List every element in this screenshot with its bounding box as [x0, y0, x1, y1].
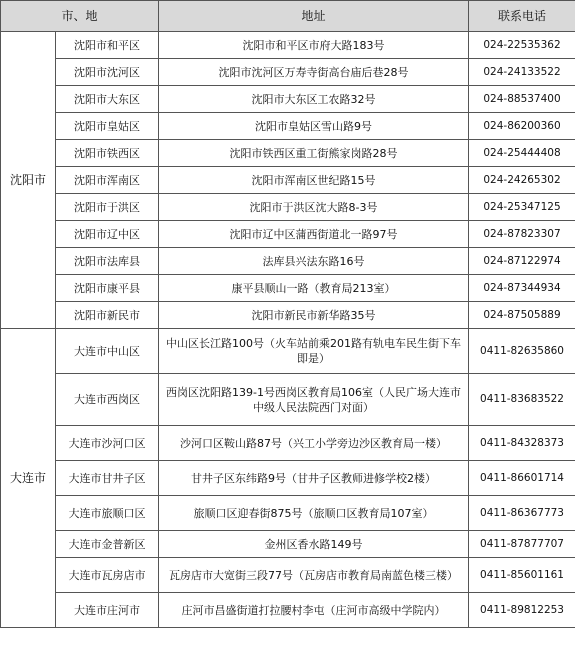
address-cell: 沈阳市和平区市府大路183号 — [159, 32, 469, 59]
table-row — [1, 140, 575, 167]
address-cell: 西岗区沈阳路139-1号西岗区教育局106室（人民广场大连市中级人民法院西门对面） — [159, 374, 469, 426]
phone-cell: 0411-86601714 — [469, 461, 575, 496]
address-cell: 甘井子区东纬路9号（甘井子区教师进修学校2楼） — [159, 461, 469, 496]
table-row — [1, 86, 575, 113]
phone-cell: 024-87505889 — [469, 302, 575, 329]
phone-cell: 0411-82635860 — [469, 329, 575, 374]
address-cell: 法库县兴法东路16号 — [159, 248, 469, 275]
header-phone: 联系电话 — [469, 1, 575, 32]
phone-cell: 024-22535362 — [469, 32, 575, 59]
table-row — [1, 461, 575, 496]
district-cell: 大连市西岗区 — [56, 374, 159, 426]
phone-cell: 0411-85601161 — [469, 558, 575, 593]
phone-cell: 024-87344934 — [469, 275, 575, 302]
district-cell: 沈阳市和平区 — [56, 32, 159, 59]
address-cell: 旅顺口区迎春街875号（旅顺口区教育局107室） — [159, 496, 469, 531]
address-cell: 康平县顺山一路（教育局213室） — [159, 275, 469, 302]
district-cell: 沈阳市沈河区 — [56, 59, 159, 86]
phone-cell: 024-87823307 — [469, 221, 575, 248]
header-row — [1, 1, 575, 32]
phone-cell: 024-24265302 — [469, 167, 575, 194]
address-cell: 瓦房店市大宽街三段77号（瓦房店市教育局南蓝色楼三楼） — [159, 558, 469, 593]
address-cell: 沈阳市新民市新华路35号 — [159, 302, 469, 329]
header-address: 地址 — [159, 1, 469, 32]
table-row — [1, 593, 575, 628]
district-cell: 沈阳市新民市 — [56, 302, 159, 329]
phone-cell: 0411-89812253 — [469, 593, 575, 628]
district-cell: 大连市沙河口区 — [56, 426, 159, 461]
district-cell: 沈阳市辽中区 — [56, 221, 159, 248]
phone-cell: 0411-84328373 — [469, 426, 575, 461]
table-row — [1, 426, 575, 461]
address-cell: 沙河口区鞍山路87号（兴工小学旁边沙区教育局一楼） — [159, 426, 469, 461]
table-row — [1, 167, 575, 194]
address-cell: 庄河市昌盛街道打拉腰村李屯（庄河市高级中学院内） — [159, 593, 469, 628]
phone-cell: 0411-87877707 — [469, 531, 575, 558]
district-cell: 大连市瓦房店市 — [56, 558, 159, 593]
table-row — [1, 221, 575, 248]
address-cell: 沈阳市浑南区世纪路15号 — [159, 167, 469, 194]
phone-cell: 024-24133522 — [469, 59, 575, 86]
phone-cell: 024-25347125 — [469, 194, 575, 221]
address-cell: 中山区长江路100号（火车站前乘201路有轨电车民生街下车即是） — [159, 329, 469, 374]
district-cell: 沈阳市康平县 — [56, 275, 159, 302]
address-cell: 金州区香水路149号 — [159, 531, 469, 558]
address-cell: 沈阳市于洪区沈大路8-3号 — [159, 194, 469, 221]
table-row — [1, 113, 575, 140]
table-row — [1, 374, 575, 426]
table-row — [1, 194, 575, 221]
address-cell: 沈阳市沈河区万寿寺街高台庙后巷28号 — [159, 59, 469, 86]
phone-cell: 0411-83683522 — [469, 374, 575, 426]
district-cell: 沈阳市于洪区 — [56, 194, 159, 221]
phone-cell: 0411-86367773 — [469, 496, 575, 531]
district-cell: 沈阳市大东区 — [56, 86, 159, 113]
district-cell: 沈阳市铁西区 — [56, 140, 159, 167]
table-row — [1, 496, 575, 531]
district-cell: 大连市庄河市 — [56, 593, 159, 628]
district-cell: 沈阳市浑南区 — [56, 167, 159, 194]
city-cell: 沈阳市 — [1, 32, 56, 329]
table-row — [1, 275, 575, 302]
phone-cell: 024-25444408 — [469, 140, 575, 167]
address-cell: 沈阳市铁西区重工街熊家岗路28号 — [159, 140, 469, 167]
address-cell: 沈阳市大东区工农路32号 — [159, 86, 469, 113]
district-cell: 沈阳市法库县 — [56, 248, 159, 275]
table-row — [1, 32, 575, 59]
table-row — [1, 531, 575, 558]
city-cell: 大连市 — [1, 329, 56, 628]
header-city: 市、地 — [1, 1, 159, 32]
table-row — [1, 59, 575, 86]
table-row — [1, 329, 575, 374]
district-cell: 大连市金普新区 — [56, 531, 159, 558]
phone-cell: 024-87122974 — [469, 248, 575, 275]
district-cell: 大连市甘井子区 — [56, 461, 159, 496]
district-cell: 大连市旅顺口区 — [56, 496, 159, 531]
district-cell: 沈阳市皇姑区 — [56, 113, 159, 140]
table-row — [1, 248, 575, 275]
table-row — [1, 302, 575, 329]
address-cell: 沈阳市辽中区蒲西街道北一路97号 — [159, 221, 469, 248]
phone-cell: 024-88537400 — [469, 86, 575, 113]
phone-cell: 024-86200360 — [469, 113, 575, 140]
district-cell: 大连市中山区 — [56, 329, 159, 374]
table-row — [1, 558, 575, 593]
address-cell: 沈阳市皇姑区雪山路9号 — [159, 113, 469, 140]
